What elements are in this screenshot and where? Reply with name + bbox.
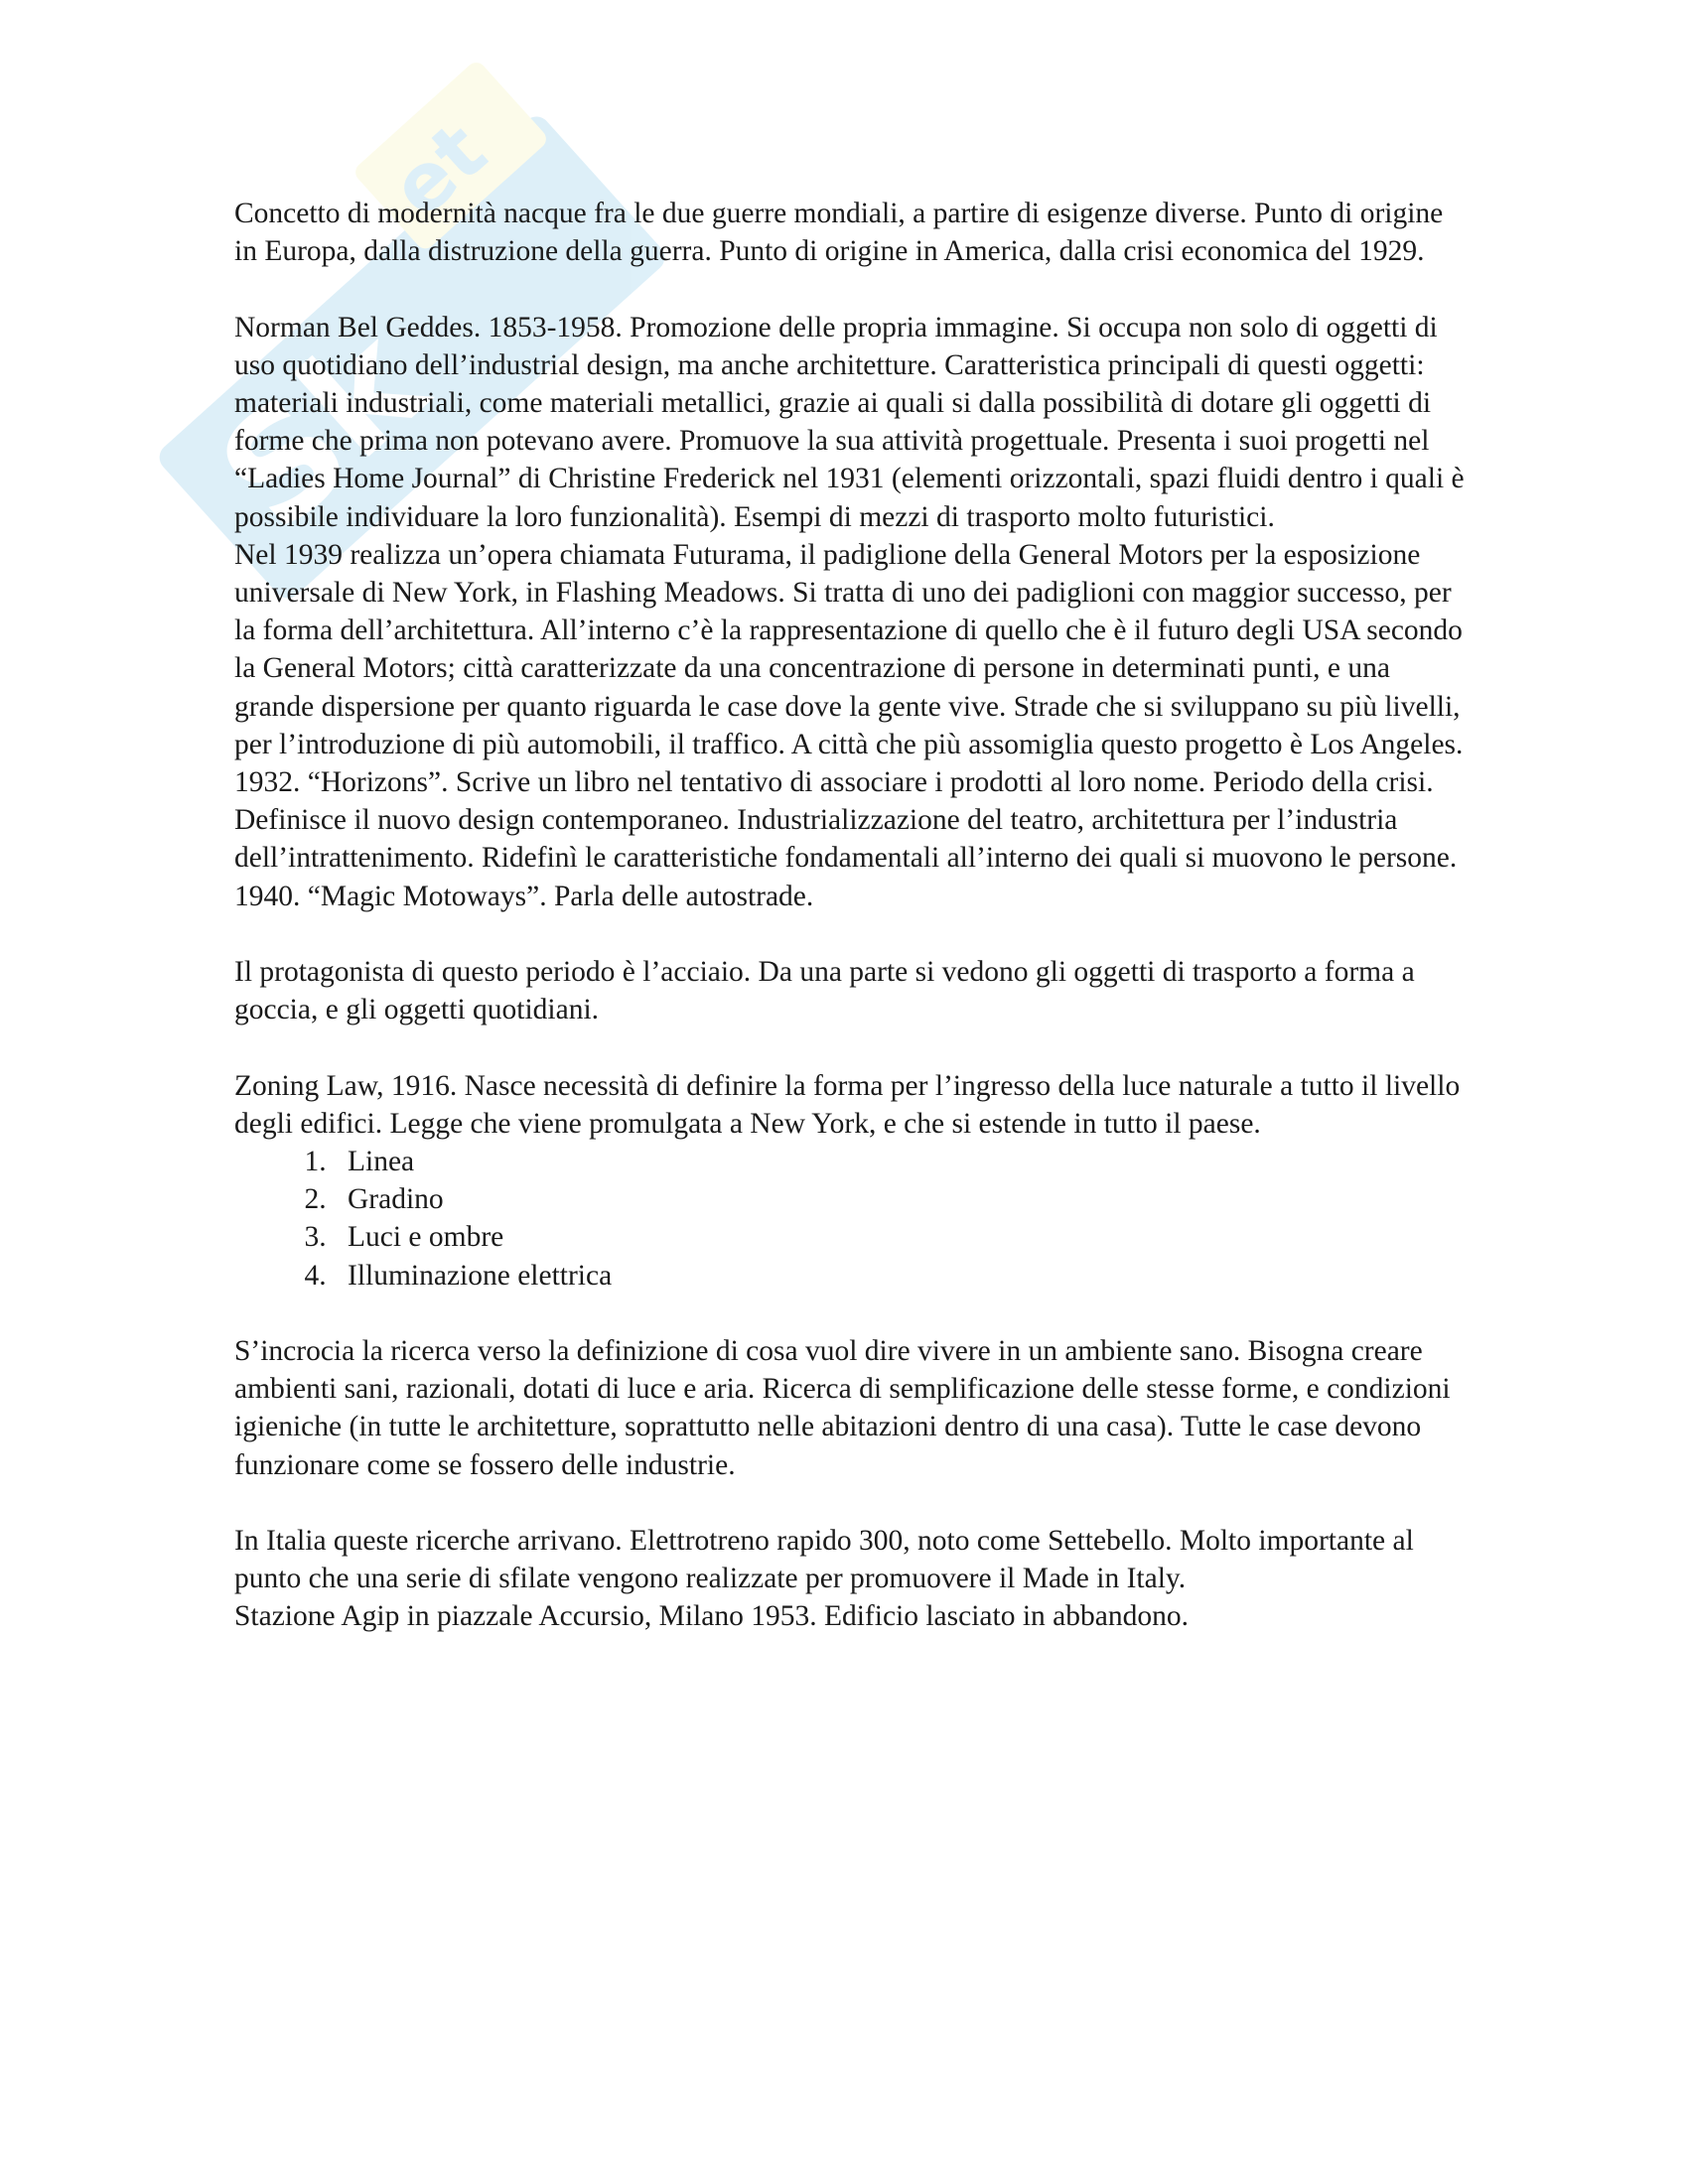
paragraph-futurama: Nel 1939 realizza un’opera chiamata Futurama, il padiglione della General Motors per la esposizione universale di New York, in Flashing Meadows. Si tratta di uno dei padiglioni con maggior successo, per la forma dell’architettura. All’interno c’è la rappresentazione di quello che è il futuro degli USA secondo la General Motors; città caratterizzate da una concentrazione di persone in determinati punti, e una grande dispersione per quanto riguarda le case dove la gente vive. Strade che si sviluppano su più livelli, per l’introduzione di più automobili, il traffico. A città che più assomiglia questo progetto è Los Angeles.	[234, 538, 1464, 760]
svg-text:Sk: Sk	[188, 297, 458, 564]
paragraph-acciaio: Il protagonista di questo periodo è l’acciaio. Da una parte si vedono gli oggetti di trasporto a forma a goccia, e gli oggetti quotidiani.	[234, 956, 1415, 1026]
paragraph-ambiente-sano: S’incrocia la ricerca verso la definizione di cosa vuol dire vivere in un ambiente sano. Bisogna creare ambienti sani, razionali, dotati di luce e aria. Ricerca di semplificazione delle stesse forme, e condizioni igieniche (in tutte le architetture, soprattutto nelle abitazioni dentro di una casa). Tutte le case devono funzionare come se fossero delle industrie.	[234, 1335, 1451, 1481]
list-item: 2. Gradino	[334, 1180, 1466, 1218]
list-item: 3. Luci e ombre	[334, 1218, 1466, 1256]
svg-text:et: et	[373, 104, 504, 235]
paragraph-zoning-law: Zoning Law, 1916. Nasce necessità di definire la forma per l’ingresso della luce naturale a tutto il livello degli edifici. Legge che viene promulgata a New York, e che si estende in tutto il paese.	[234, 1069, 1461, 1140]
paragraph-magic-motoways: 1940. “Magic Motoways”. Parla delle autostrade.	[234, 880, 814, 912]
document-body	[234, 195, 1466, 1636]
list-item: 1. Linea	[334, 1143, 1466, 1180]
paragraph-agip: Stazione Agip in piazzale Accursio, Milano 1953. Edificio lasciato in abbandono.	[234, 1600, 1189, 1633]
svg-text:Student: Student	[452, 282, 600, 421]
list-item: 4. Illuminazione elettrica	[334, 1257, 1466, 1295]
paragraph-bel-geddes: Norman Bel Geddes. 1853-1958. Promozione delle propria immagine. Si occupa non solo di oggetti di uso quotidiano dell’industrial design, ma anche architetture. Caratteristica principali di questi oggetti: materiali industriali, come materiali metallici, grazie ai quali si dalla possibilità di dotare gli oggetti di forme che prima non potevano avere. Promuove la sua attività progettuale. Presenta i suoi progetti nel “Ladies Home Journal” di Christine Frederick nel 1931 (elementi orizzontali, spazi fluidi dentro i quali è possibile individuare la loro funzionalità). Esempi di mezzi di trasporto molto futuristici.	[234, 311, 1465, 533]
paragraph-modernity: Concetto di modernità nacque fra le due guerre mondiali, a partire di esigenze diverse. Punto di origine in Europa, dalla distruzione della guerra. Punto di origine in America, dalla crisi economica del 1929.	[234, 198, 1444, 268]
zoning-list	[234, 1143, 1466, 1295]
paragraph-italia: In Italia queste ricerche arrivano. Elettrotreno rapido 300, noto come Settebello. Molto importante al punto che una serie di sfilate vengono realizzate per promuovere il Made in Italy.	[234, 1525, 1414, 1595]
paragraph-horizons: 1932. “Horizons”. Scrive un libro nel tentativo di associare i prodotti al loro nome. Periodo della crisi. Definisce il nuovo design contemporaneo. Industrializzazione del teatro, architettura per l’industria dell’intrattenimento. Ridefinì le caratteristiche fondamentali all’interno dei quali si muovono le persone.	[234, 766, 1458, 875]
